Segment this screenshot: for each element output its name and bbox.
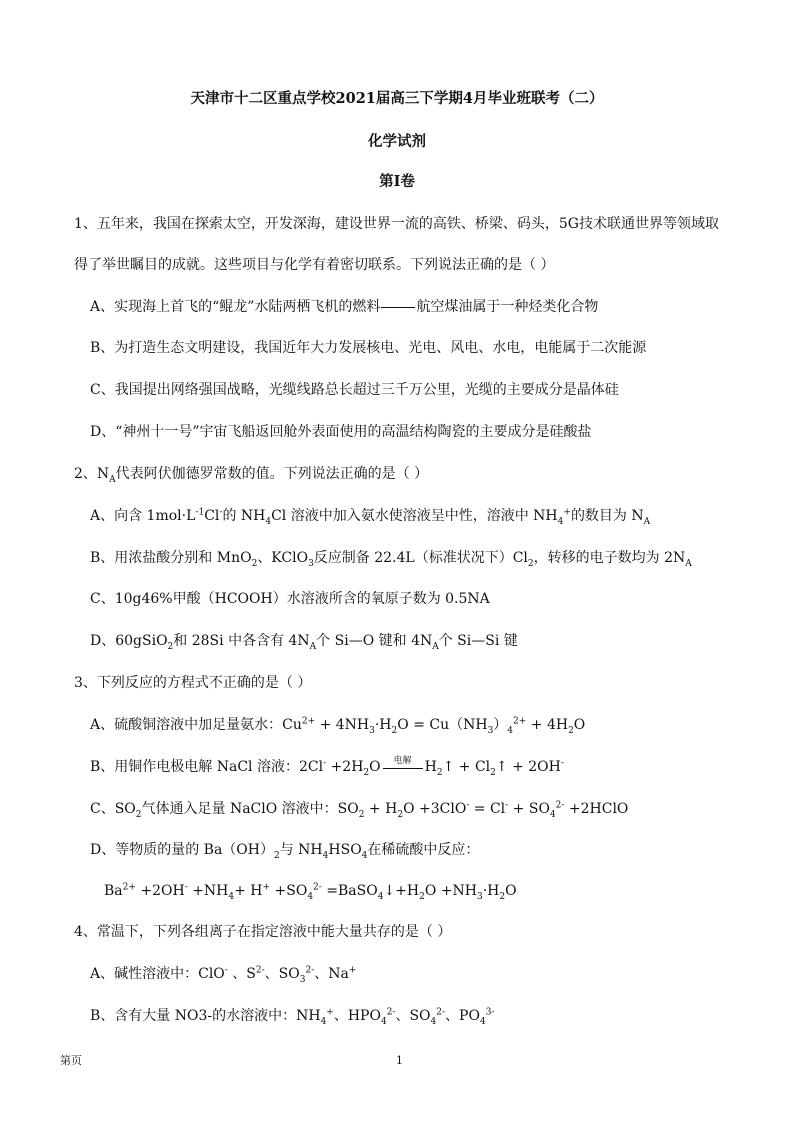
sub: 3 — [476, 891, 483, 902]
text: D、等物质的量的 Ba（OH） — [90, 842, 274, 858]
sup: 2- — [555, 800, 565, 811]
sub: 3 — [487, 725, 494, 736]
text: + SO — [508, 801, 550, 817]
q1-option-a — [90, 298, 598, 316]
text: = Cl — [469, 801, 506, 817]
sub: 2 — [527, 558, 534, 569]
text: C、SO — [90, 801, 136, 817]
sub: 3 — [369, 725, 375, 736]
sup: 2+ — [301, 716, 316, 727]
sup: + — [262, 882, 271, 893]
text: O +3ClO — [403, 801, 467, 817]
text: +2OH — [135, 883, 185, 899]
text: 和 28Si 中各含有 4N — [173, 633, 310, 649]
q2-option-b — [90, 549, 692, 567]
text: HSO — [328, 842, 362, 858]
q1-option-c: C、我国提出网络强国战略，光缆线路总长超过三千万公里，光缆的主要成分是晶体硅 — [90, 382, 619, 398]
q4-stem: 4、常温下，下列各组离子在指定溶液中能大量共存的是（ ） — [74, 924, 452, 940]
sub: 3 — [308, 558, 314, 569]
text: 气体通入足量 NaClO 溶液中：SO — [141, 801, 359, 817]
text: 、PO — [445, 1008, 480, 1024]
sub: 2 — [363, 767, 370, 778]
sup: 2+ — [513, 716, 527, 727]
text: A、向含 1mol·L — [90, 508, 196, 524]
q1-stem-line1: 1、五年来，我国在探索太空，开发深海，建设世界一流的高铁、桥梁、码头，5G技术联通世界等领域取 — [74, 216, 719, 232]
text: ↑ + 2OH — [495, 759, 561, 775]
document-title: 天津市十二区重点学校2021届高三下学期4月毕业班联考（二） — [190, 90, 604, 107]
sup: - — [323, 758, 327, 769]
text: O — [369, 759, 381, 775]
q1-option-a-pre: A、实现海上首飞的“鲲龙”水陆两栖飞机的燃料 — [90, 299, 381, 315]
sub: 2 — [397, 809, 404, 820]
sup: 2- — [255, 965, 265, 976]
text: A、硫酸铜溶液中加足量氨水：Cu — [90, 717, 302, 733]
q2-stem-pre: 2、N — [74, 466, 110, 482]
text: B、含有大量 NO3-的水溶液中：NH — [90, 1008, 321, 1024]
q2-stem-post: 代表阿伏伽德罗常数的值。下列说法正确的是（ ） — [115, 466, 429, 482]
electrolysis-arrow — [381, 758, 425, 776]
text: ，转移的电子数均为 2N — [533, 550, 686, 566]
q2-option-d — [90, 632, 518, 650]
sub: 4 — [479, 1016, 486, 1027]
footer-page-number: 1 — [396, 1054, 403, 1067]
sup: 3- — [485, 1007, 495, 1018]
text: B、用浓盐酸分别和 MnO — [90, 550, 252, 566]
sup: - — [505, 800, 509, 811]
text: O = Cu（NH — [397, 717, 488, 733]
text: + H — [364, 801, 398, 817]
sup: + — [348, 965, 357, 976]
footer-page-label: 第页 — [60, 1054, 82, 1067]
q3-option-d — [90, 841, 479, 859]
text: 的数目为 N — [570, 508, 644, 524]
q2-option-a — [90, 507, 650, 525]
sub: 2 — [251, 558, 258, 569]
sub: 4 — [307, 891, 314, 902]
text: +SO — [270, 883, 308, 899]
text: ·H — [482, 883, 500, 899]
sup: -1 — [195, 507, 205, 518]
sub: A — [685, 558, 692, 569]
sub: A — [643, 516, 651, 527]
sub: 4 — [320, 1016, 327, 1027]
q2-stem-sub: A — [109, 474, 116, 485]
sub: 4 — [361, 850, 368, 861]
sup: 2- — [436, 1007, 446, 1018]
sub: 2 — [358, 809, 365, 820]
sup: - — [219, 507, 223, 518]
text: ↓+H — [383, 883, 420, 899]
sup: 2- — [305, 965, 315, 976]
q1-option-d: D、“神州十一号”宇宙飞船返回舱外表面使用的高温结构陶瓷的主要成分是硅酸盐 — [90, 424, 592, 440]
text: O — [505, 883, 517, 899]
sup: - — [560, 758, 564, 769]
sub: 2 — [391, 725, 398, 736]
q4-option-b — [90, 1007, 494, 1025]
sub: 4 — [507, 725, 514, 736]
sub: 4 — [228, 891, 235, 902]
reaction-line — [383, 768, 423, 769]
sup: - — [466, 800, 470, 811]
text: +NH — [187, 883, 229, 899]
text: 的 NH — [222, 508, 266, 524]
sub: 4 — [380, 1016, 387, 1027]
sup: + — [563, 507, 571, 518]
sub: 2 — [274, 850, 280, 861]
text: B、用铜作电极电解 NaCl 溶液：2Cl — [90, 759, 324, 775]
text: + 4NH — [315, 717, 370, 733]
q2-option-c: C、10g46%甲酸（HCOOH）水溶液所含的氧原子数为 0.5NA — [90, 591, 490, 607]
q4-option-a — [90, 965, 356, 983]
q3-option-b — [90, 758, 564, 776]
text: 、Na — [314, 966, 349, 982]
text: =BaSO — [321, 883, 378, 899]
sup: 2+ — [122, 882, 136, 893]
text: H — [424, 759, 437, 775]
text: + 4H — [526, 717, 569, 733]
text: 在稀硫酸中反应： — [367, 842, 480, 858]
sub: A — [432, 641, 439, 652]
sub: 2 — [419, 891, 425, 902]
q1-option-b: B、为打造生态文明建设，我国近年大力发展核电、光电、风电、水电，电能属于二次能源 — [90, 340, 647, 356]
text: 、SO — [264, 966, 300, 982]
text: Ba — [104, 883, 123, 899]
text: Cl — [204, 508, 220, 524]
text: 、KClO — [257, 550, 309, 566]
sup: - — [184, 882, 188, 893]
sup: - — [224, 965, 228, 976]
text: 、SO — [395, 1008, 431, 1024]
part-title: 第I卷 — [379, 173, 415, 190]
sub: 4 — [322, 850, 329, 861]
text: O — [573, 717, 586, 733]
sub: 4 — [557, 516, 564, 527]
sub: 2 — [568, 725, 574, 736]
sub: 3 — [299, 974, 306, 985]
q3-option-d-equation — [104, 882, 517, 900]
text: D、60gSiO — [90, 633, 168, 649]
text: 反应制备 22.4L（标准状况下）Cl — [313, 550, 528, 566]
q2-stem — [74, 465, 428, 483]
sub: 4 — [549, 809, 556, 820]
electrolysis-label: 电解 — [393, 756, 412, 766]
q1-stem-line2: 得了举世瞩目的成就。这些项目与化学有着密切联系。下列说法正确的是（ ） — [74, 257, 555, 273]
text: 、S — [227, 966, 256, 982]
text: +2HClO — [564, 801, 629, 817]
sub: 2 — [499, 891, 506, 902]
dash-line — [381, 307, 415, 308]
sub: 2 — [490, 767, 496, 778]
text: +2H — [326, 759, 364, 775]
q3-option-c — [90, 800, 628, 818]
sup: + — [326, 1007, 334, 1018]
text: ） — [493, 717, 508, 733]
sub: 2 — [167, 641, 174, 652]
text: 、HPO — [333, 1008, 381, 1024]
sub: 2 — [436, 767, 443, 778]
text: 个 Si—Si 键 — [438, 633, 518, 649]
q1-option-a-post: 航空煤油属于一种烃类化合物 — [416, 299, 599, 315]
sub: 4 — [377, 891, 384, 902]
sub: 4 — [265, 516, 272, 527]
text: 与 NH — [279, 842, 323, 858]
sup: 2- — [386, 1007, 396, 1018]
text: ↑ + Cl — [442, 759, 491, 775]
q3-stem: 3、下列反应的方程式不正确的是（ ） — [74, 675, 312, 691]
text: Cl 溶液中加入氨水使溶液呈中性，溶液中 NH — [271, 508, 558, 524]
subject-title: 化学试剂 — [368, 133, 426, 150]
sub: 4 — [430, 1016, 437, 1027]
text: + H — [234, 883, 263, 899]
text: O +NH — [424, 883, 477, 899]
text: A、碱性溶液中：ClO — [90, 966, 225, 982]
sup: 2- — [313, 882, 322, 893]
sub: 2 — [135, 809, 142, 820]
q3-option-a — [90, 716, 585, 734]
sub: A — [309, 641, 317, 652]
text: ·H — [374, 717, 392, 733]
text: 个 Si—O 键和 4N — [316, 633, 433, 649]
